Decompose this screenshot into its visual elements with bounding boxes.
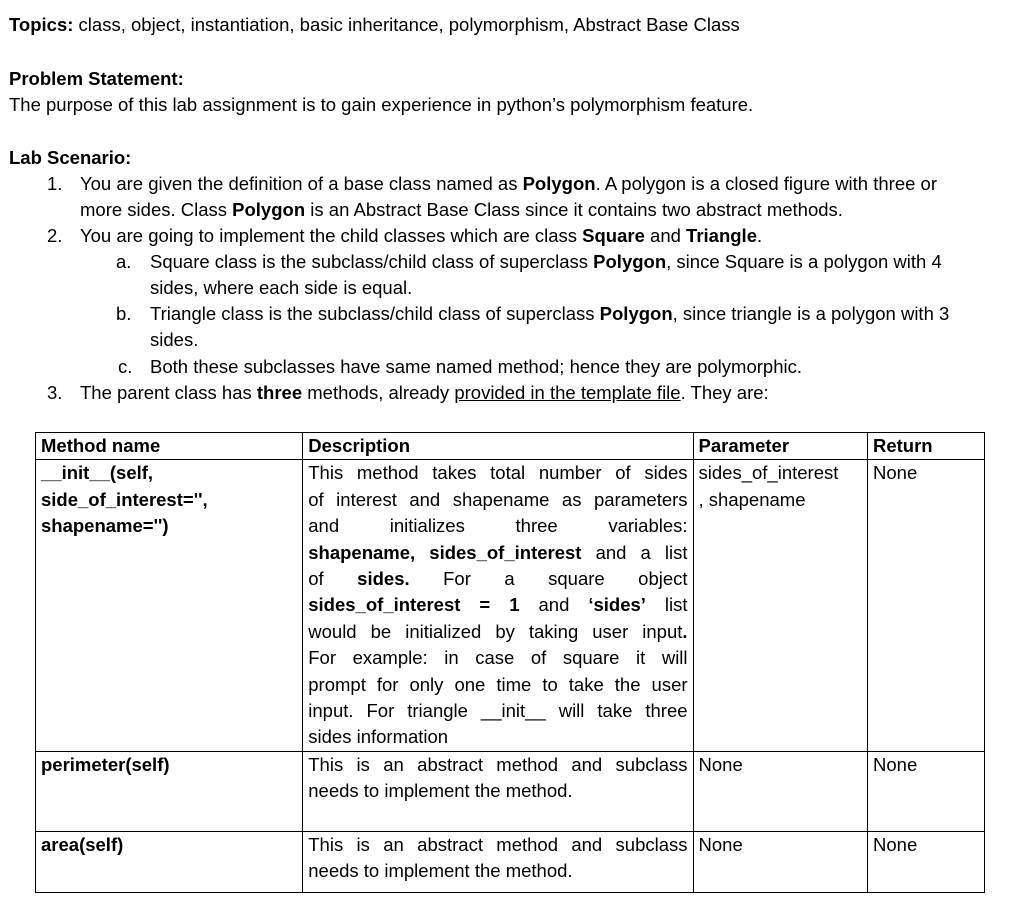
text-run: . — [757, 225, 763, 246]
list-item-text-cont: sides, where each side is equal. — [150, 277, 413, 298]
method-line: shapename='') — [41, 515, 169, 537]
method-line: __init__(self, — [41, 462, 154, 484]
bold-run: sides_of_interest = 1 — [308, 594, 520, 616]
problem-statement-heading: Problem Statement: — [9, 68, 184, 89]
method-line: side_of_interest='', — [41, 488, 208, 510]
list-item-text — [80, 380, 769, 406]
text-run: more sides. Class — [80, 199, 233, 220]
text-run: and a list — [581, 541, 688, 563]
class-name: Triangle — [686, 225, 757, 246]
class-name: Polygon — [593, 251, 667, 272]
text-run: You are given the definition of a base class named as — [80, 173, 523, 194]
description-cell — [303, 460, 693, 751]
desc-line: For example: in case of square it will — [308, 647, 688, 669]
desc-line: and initializes three variables: — [308, 515, 688, 537]
text-run: . They are: — [680, 382, 769, 403]
topics-label: Topics: — [9, 14, 74, 35]
list-letter: b. — [116, 303, 132, 324]
text-run: and — [644, 225, 687, 246]
desc-line: sides information — [308, 726, 449, 748]
table-row-perimeter — [36, 751, 985, 831]
text-run: Square class is the subclass/child class of superclass — [150, 251, 594, 272]
list-letter: a. — [116, 251, 132, 272]
list-item-text — [80, 223, 762, 249]
list-item-text — [80, 171, 937, 197]
param-line: sides_of_interest — [698, 462, 839, 484]
return-cell: None — [868, 751, 985, 831]
text-run: list — [645, 594, 688, 616]
header-method-name: Method name — [36, 433, 303, 460]
list-item-text: Both these subclasses have same named method; hence they are polymorphic. — [150, 356, 802, 377]
text-run: You are going to implement the child classes which are class — [80, 225, 583, 246]
desc-line: prompt for only one time to take the user — [308, 673, 688, 695]
method-cell: perimeter(self) — [36, 751, 303, 831]
table-header-row — [36, 433, 985, 460]
desc-line: This is an abstract method and subclass — [308, 833, 688, 855]
return-cell: None — [868, 460, 985, 751]
list-number: 3. — [47, 382, 63, 403]
desc-line — [308, 619, 687, 645]
table-row-area — [36, 831, 985, 892]
param-line: , shapename — [698, 488, 806, 510]
desc-line — [308, 540, 687, 566]
desc-line: of interest and shapename as parameters — [308, 488, 688, 510]
desc-line: input. For triangle __init__ will take three — [308, 700, 688, 722]
method-cell — [36, 460, 303, 751]
desc-line: This method takes total number of sides — [308, 462, 688, 484]
text-run: Triangle class is the subclass/child class of superclass — [150, 303, 600, 324]
text-run: The parent class has — [80, 382, 257, 403]
class-name: Polygon — [522, 173, 596, 194]
return-cell: None — [868, 831, 985, 892]
topics-text: class, object, instantiation, basic inheritance, polymorphism, Abstract Base Class — [73, 14, 740, 35]
list-item-text-cont — [80, 197, 843, 223]
description-cell — [303, 751, 693, 831]
text-run: . A polygon is a closed figure with three or — [595, 173, 937, 194]
bold-run: . — [682, 620, 688, 642]
header-return: Return — [868, 433, 985, 460]
problem-statement-text: The purpose of this lab assignment is to gain experience in python’s polymorphism feature. — [9, 94, 754, 115]
desc-line: needs to implement the method. — [308, 860, 573, 882]
text-run: is an Abstract Base Class since it contains two abstract methods. — [305, 199, 843, 220]
methods-table — [35, 432, 985, 893]
class-name: Polygon — [232, 199, 306, 220]
table-row-init — [36, 460, 985, 751]
bold-run: shapename, sides_of_interest — [308, 541, 582, 563]
description-cell — [303, 831, 693, 892]
bold-run: sides. — [357, 568, 410, 590]
list-number: 1. — [47, 173, 63, 194]
lab-scenario-heading: Lab Scenario: — [9, 147, 132, 168]
list-letter: c. — [118, 356, 133, 377]
list-item-text-cont: sides. — [150, 329, 199, 350]
template-file-reference: provided in the template file — [454, 382, 681, 403]
list-item-text — [150, 249, 942, 275]
desc-line — [308, 566, 687, 592]
class-name: Square — [582, 225, 645, 246]
header-description: Description — [303, 433, 693, 460]
text-run: , since triangle is a polygon with 3 — [672, 303, 950, 324]
list-number: 2. — [47, 225, 63, 246]
parameter-cell: None — [693, 831, 867, 892]
text-run: of — [308, 568, 358, 590]
header-parameter: Parameter — [693, 433, 867, 460]
text-run: For a square object — [409, 568, 688, 590]
bold-run: ‘sides’ — [588, 594, 646, 616]
parameter-cell — [693, 460, 867, 751]
desc-line: needs to implement the method. — [308, 780, 573, 802]
class-name: Polygon — [599, 303, 673, 324]
text-run: and — [519, 594, 589, 616]
list-item-text — [150, 301, 949, 327]
emphasis: three — [256, 382, 303, 403]
topics-line — [9, 12, 740, 38]
text-run: would be initialized by taking user input — [308, 620, 683, 642]
desc-line: This is an abstract method and subclass — [308, 753, 688, 775]
desc-line — [308, 592, 687, 618]
text-run: methods, already — [302, 382, 455, 403]
text-run: , since Square is a polygon with 4 — [666, 251, 942, 272]
method-cell: area(self) — [36, 831, 303, 892]
parameter-cell: None — [693, 751, 867, 831]
